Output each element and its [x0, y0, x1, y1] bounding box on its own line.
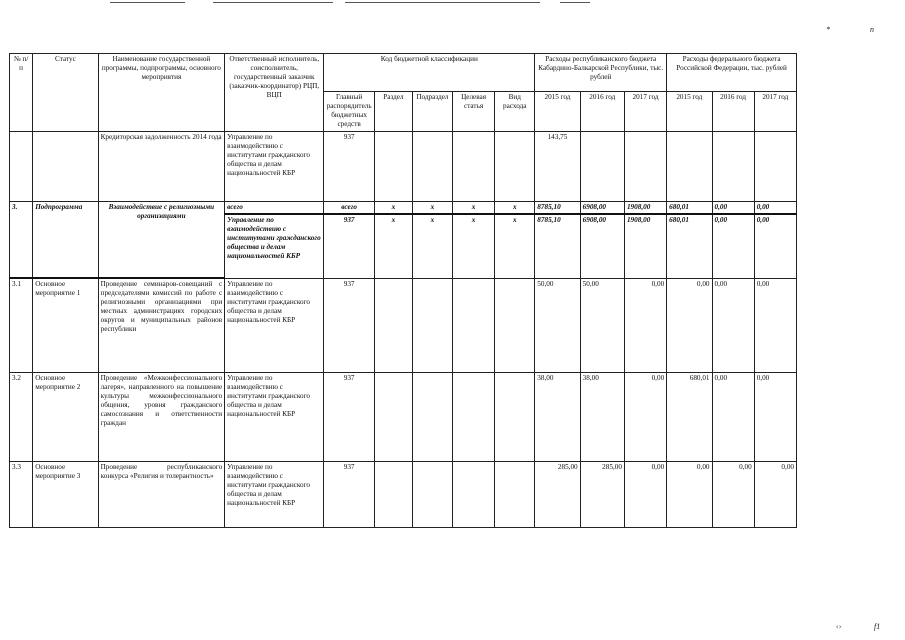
cell-amount: 680,01 — [667, 214, 712, 278]
table-row — [10, 461, 797, 527]
cell-expense-type — [495, 372, 535, 461]
table-row — [10, 372, 797, 461]
cell-amount: 0,00 — [624, 461, 666, 527]
cell-status: Подпрограмма — [33, 202, 98, 279]
cell-podrazdel: х — [412, 214, 452, 278]
header-num: № п/п — [10, 54, 33, 132]
cell-amount: 0,00 — [712, 278, 754, 372]
cell-grbs: 937 — [324, 132, 375, 202]
page-mark: ‹› — [836, 622, 842, 631]
cell-grbs: 937 — [324, 372, 375, 461]
cell-amount: 680,01 — [667, 372, 712, 461]
cell-amount — [754, 132, 796, 202]
header-expense-type: Вид расхода — [495, 92, 535, 132]
cell-amount: 6908,00 — [580, 202, 624, 215]
cell-razdel — [374, 132, 412, 202]
top-rule — [345, 2, 540, 3]
header-row — [10, 54, 797, 92]
cell-num: 3. — [10, 202, 33, 279]
cell-amount: 0,00 — [667, 278, 712, 372]
cell-target-article: х — [452, 214, 494, 278]
top-rule — [110, 2, 185, 3]
cell-podrazdel — [412, 372, 452, 461]
cell-amount: 1908,00 — [624, 214, 666, 278]
subprogram-total-row — [10, 202, 797, 215]
cell-num — [10, 132, 33, 202]
cell-amount: 680,01 — [667, 202, 712, 215]
header-year: 2017 год — [754, 92, 796, 132]
cell-amount: 1908,00 — [624, 202, 666, 215]
cell-name: Проведение семинаров-совещаний с председателями комиссий по работе с религиозными организациями при местных администрациях городских округов и муниципальных районов республики — [98, 278, 225, 372]
cell-executor: Управление по взаимодействию с институтами гражданского общества и делам национальностей КБР — [225, 278, 324, 372]
cell-amount: 0,00 — [754, 278, 796, 372]
table-row — [10, 278, 797, 372]
cell-grbs: всего — [324, 202, 375, 215]
page-mark: n — [870, 25, 874, 34]
cell-amount: 8785,10 — [535, 214, 580, 278]
header-razdel: Раздел — [374, 92, 412, 132]
header-name: Наименование государственной программы, подпрограммы, основного мероприятия — [98, 54, 225, 132]
cell-name: Проведение «Межконфессионального лагеря», направленного на повышение культуры межконфессионального общения, уровня гражданского самосознания и ответственности граждан — [98, 372, 225, 461]
cell-amount: 0,00 — [754, 372, 796, 461]
header-executor: Ответственный исполнитель, соисполнитель, государственный заказчик (заказчик-координатор) РЦП, ВЦП — [225, 54, 324, 132]
cell-grbs: 937 — [324, 278, 375, 372]
cell-razdel — [374, 461, 412, 527]
cell-name: Взаимодействие с религиозными организациями — [98, 202, 225, 279]
header-year: 2015 год — [667, 92, 712, 132]
header-grbs: Главный распорядитель бюджетных средств — [324, 92, 375, 132]
cell-target-article — [452, 461, 494, 527]
budget-table — [9, 53, 797, 528]
header-status: Статус — [33, 54, 98, 132]
cell-amount: 285,00 — [535, 461, 580, 527]
cell-amount: 38,00 — [580, 372, 624, 461]
cell-expense-type: х — [495, 202, 535, 215]
cell-amount: 0,00 — [624, 372, 666, 461]
top-rule — [560, 2, 590, 3]
cell-amount: 0,00 — [712, 214, 754, 278]
table-row — [10, 132, 797, 202]
cell-executor: всего — [225, 202, 324, 215]
cell-num: 3.1 — [10, 278, 33, 372]
cell-razdel — [374, 372, 412, 461]
cell-num: 3.2 — [10, 372, 33, 461]
cell-amount — [667, 132, 712, 202]
cell-podrazdel — [412, 132, 452, 202]
cell-amount: 0,00 — [712, 461, 754, 527]
cell-amount — [712, 132, 754, 202]
cell-amount: 0,00 — [754, 461, 796, 527]
header-budget-code: Код бюджетной классификации — [324, 54, 535, 92]
cell-podrazdel — [412, 278, 452, 372]
cell-executor: Управление по взаимодействию с институтами гражданского общества и делам национальностей КБР — [225, 372, 324, 461]
cell-expense-type — [495, 132, 535, 202]
cell-status: Основное мероприятие 2 — [33, 372, 98, 461]
cell-amount: 0,00 — [667, 461, 712, 527]
cell-expense-type — [495, 278, 535, 372]
cell-executor: Управление по взаимодействию с институтами гражданского общества и делам национальностей КБР — [225, 461, 324, 527]
cell-razdel: х — [374, 214, 412, 278]
cell-executor: Управление по взаимодействию с институтами гражданского общества и делам национальностей КБР — [225, 214, 324, 278]
cell-status — [33, 132, 98, 202]
cell-target-article — [452, 278, 494, 372]
cell-name: Кредиторская задолженность 2014 года — [98, 132, 225, 202]
cell-amount: 0,00 — [754, 202, 796, 215]
header-year: 2016 год — [712, 92, 754, 132]
cell-grbs: 937 — [324, 461, 375, 527]
cell-amount: 50,00 — [580, 278, 624, 372]
cell-status: Основное мероприятие 1 — [33, 278, 98, 372]
cell-amount: 38,00 — [535, 372, 580, 461]
cell-num: 3.3 — [10, 461, 33, 527]
cell-amount: 285,00 — [580, 461, 624, 527]
cell-amount — [580, 132, 624, 202]
cell-status: Основное мероприятие 3 — [33, 461, 98, 527]
cell-amount: 143,75 — [535, 132, 580, 202]
cell-amount: 0,00 — [754, 214, 796, 278]
top-rule — [213, 2, 333, 3]
cell-amount: 8785,10 — [535, 202, 580, 215]
cell-grbs: 937 — [324, 214, 375, 278]
cell-target-article — [452, 372, 494, 461]
cell-amount: 0,00 — [624, 278, 666, 372]
header-federal-expenses: Расходы федерального бюджета Российской Федерации, тыс. рублей — [667, 54, 797, 92]
page-mark: f1 — [874, 622, 881, 631]
header-podrazdel: Подраздел — [412, 92, 452, 132]
cell-podrazdel — [412, 461, 452, 527]
cell-expense-type: х — [495, 214, 535, 278]
cell-amount: 0,00 — [712, 372, 754, 461]
cell-amount: 0,00 — [712, 202, 754, 215]
cell-podrazdel: х — [412, 202, 452, 215]
cell-name: Проведение республиканского конкурса «Религия и толерантность» — [98, 461, 225, 527]
cell-razdel — [374, 278, 412, 372]
header-year: 2015 год — [535, 92, 580, 132]
cell-target-article — [452, 132, 494, 202]
page-mark: * — [826, 25, 830, 34]
header-year: 2016 год — [580, 92, 624, 132]
cell-amount: 50,00 — [535, 278, 580, 372]
cell-target-article: х — [452, 202, 494, 215]
header-target-article: Целевая статья — [452, 92, 494, 132]
cell-amount: 6908,00 — [580, 214, 624, 278]
header-republic-expenses: Расходы республиканского бюджета Кабардино-Балкарской Республики, тыс. рублей — [535, 54, 667, 92]
cell-amount — [624, 132, 666, 202]
cell-executor: Управление по взаимодействию с институтами гражданского общества и делам национальностей КБР — [225, 132, 324, 202]
cell-expense-type — [495, 461, 535, 527]
header-year: 2017 год — [624, 92, 666, 132]
cell-razdel: х — [374, 202, 412, 215]
